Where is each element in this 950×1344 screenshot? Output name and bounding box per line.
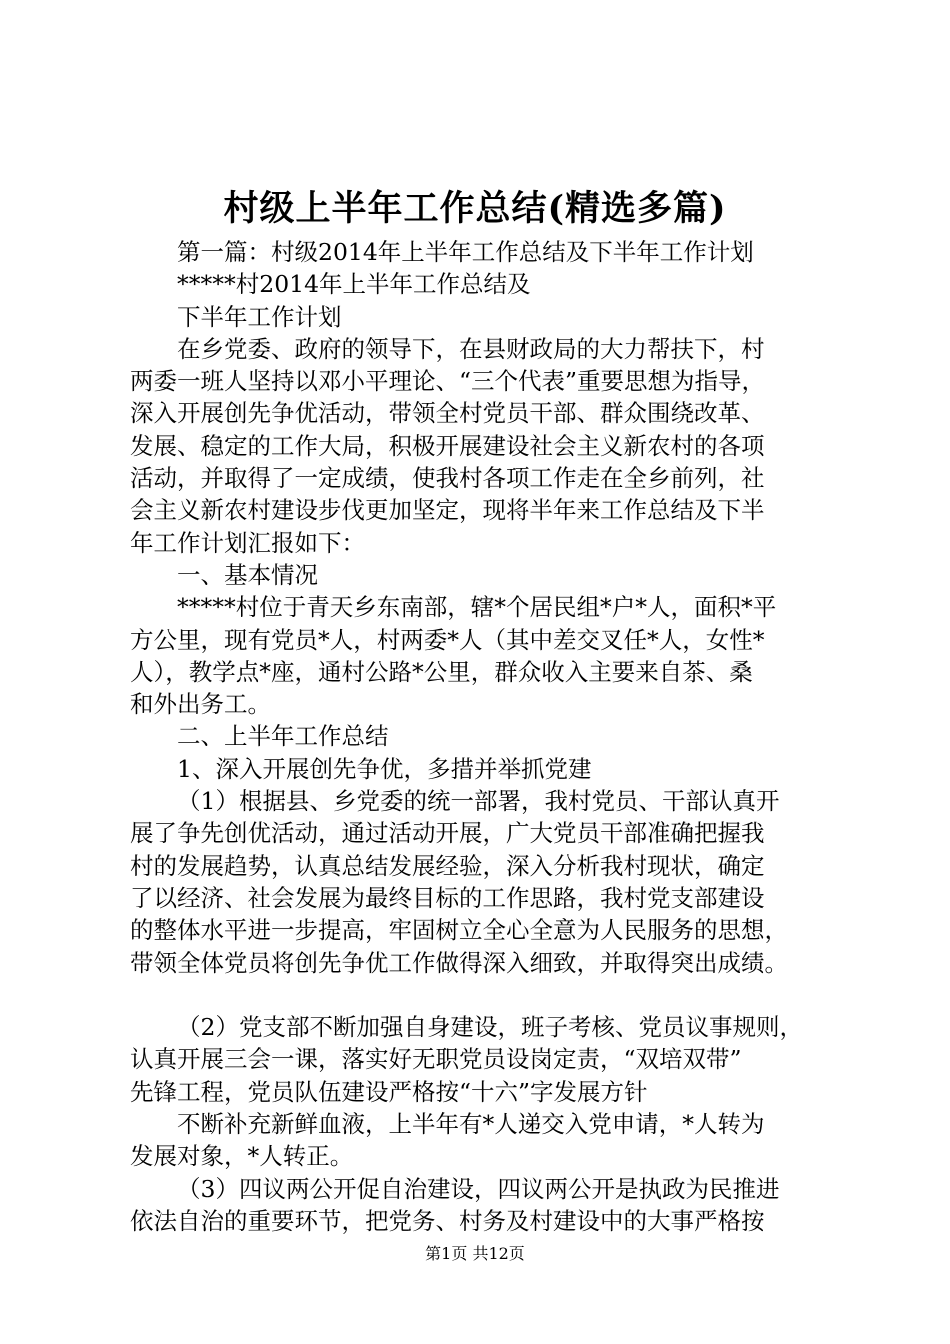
text-line: *****村2014年上半年工作总结及 [177, 270, 531, 299]
text-line: 深入开展创先争优活动，带领全村党员干部、群众围绕改革、 [130, 399, 765, 428]
text-line: 村的发展趋势，认真总结发展经验，深入分析我村现状，确定 [130, 851, 765, 880]
text-line: 认真开展三会一课，落实好无职党员设岗定责，“双培双带” [130, 1045, 742, 1074]
text-line: 两委一班人坚持以邓小平理论、“三个代表”重要思想为指导， [130, 367, 766, 396]
text-line: 第一篇：村级2014年上半年工作总结及下半年工作计划 [177, 238, 754, 266]
text-line: 依法自治的重要环节，把党务、村务及村建设中的大事严格按 [130, 1206, 765, 1235]
text-line: 在乡党委、政府的领导下，在县财政局的大力帮扶下，村 [177, 334, 765, 363]
page-title: 村级上半年工作总结(精选多篇) [223, 188, 727, 229]
text-line: 发展对象，*人转正。 [130, 1142, 354, 1171]
document-body [130, 236, 848, 1237]
text-line: 会主义新农村建设步伐更加坚定，现将半年来工作总结及下半 [130, 496, 765, 525]
text-line: 人），教学点*座，通村公路*公里，群众收入主要来自茶、桑 [130, 657, 753, 686]
text-line: 发展、稳定的工作大局，积极开展建设社会主义新农村的各项 [130, 431, 765, 460]
text-line: 和外出务工。 [130, 690, 271, 719]
text-line: 年工作计划汇报如下： [130, 528, 365, 557]
page-footer: 第1页 共12页 [425, 1244, 525, 1263]
text-line: 二、上半年工作总结 [177, 722, 389, 751]
text-line: （1）根据县、乡党委的统一部署，我村党员、干部认真开 [177, 787, 780, 816]
text-line: 展了争先创优活动，通过活动开展，广大党员干部准确把握我 [130, 819, 765, 848]
text-line: 活动，并取得了一定成绩，使我村各项工作走在全乡前列，社 [130, 464, 765, 493]
text-line: 一、基本情况 [177, 560, 318, 589]
text-line: 方公里，现有党员*人，村两委*人（其中差交叉任*人，女性* [130, 625, 765, 654]
text-line: （3）四议两公开促自治建设，四议两公开是执政为民推进 [177, 1174, 780, 1203]
blank-line [130, 979, 848, 1011]
text-line: 了以经济、社会发展为最终目标的工作思路，我村党支部建设 [130, 883, 765, 912]
text-line: 的整体水平进一步提高，牢固树立全心全意为人民服务的思想， [130, 916, 788, 945]
text-line: 1、深入开展创先争优，多措并举抓党建 [177, 754, 592, 783]
text-line: （2）党支部不断加强自身建设，班子考核、党员议事规则， [177, 1013, 803, 1042]
text-line: *****村位于青天乡东南部，辖*个居民组*户*人，面积*平 [177, 593, 777, 622]
text-line: 带领全体党员将创先争优工作做得深入细致，并取得突出成绩。 [130, 948, 788, 977]
text-line: 下半年工作计划 [177, 302, 342, 331]
text-line: 先锋工程，党员队伍建设严格按“十六”字发展方针 [130, 1077, 648, 1106]
text-line: 不断补充新鲜血液，上半年有*人递交入党申请，*人转为 [177, 1110, 765, 1139]
